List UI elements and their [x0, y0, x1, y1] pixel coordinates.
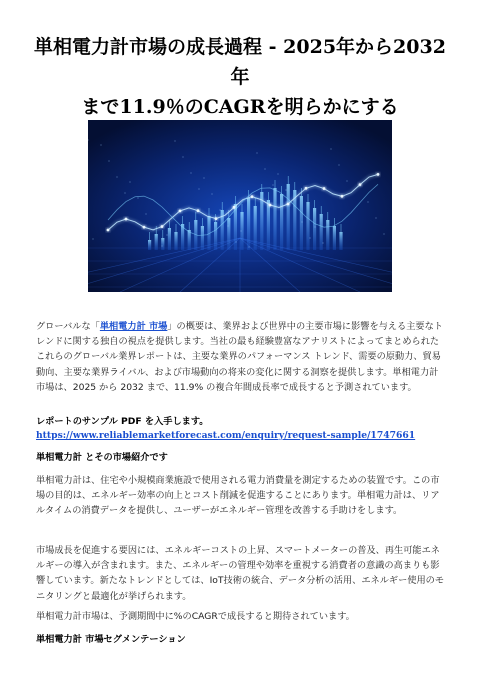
hero-dot — [179, 209, 182, 212]
hero-sparkle — [248, 246, 249, 247]
hero-chart-graphic — [88, 120, 392, 292]
hero-sparkle — [264, 168, 265, 169]
hero-dot — [215, 217, 218, 220]
hero-sparkle — [359, 185, 360, 186]
hero-bar — [273, 188, 276, 250]
hero-sparkle — [240, 230, 241, 231]
hero-dot — [341, 195, 344, 198]
intro-text-before: グローバルな「 — [36, 321, 100, 332]
hero-sparkle — [367, 201, 368, 202]
hero-sparkle — [301, 221, 302, 222]
intro-paragraph — [36, 319, 446, 395]
hero-sparkle — [219, 209, 220, 210]
hero-sparkle — [383, 233, 384, 234]
hero-dot — [161, 225, 164, 228]
hero-bar — [333, 226, 336, 250]
title-line-2: まで11.9％のCAGRを明らかにする — [81, 96, 399, 118]
page-title — [30, 32, 450, 122]
hero-sparkle — [235, 241, 236, 242]
hero-sparkle — [330, 148, 331, 149]
hero-sparkle — [116, 176, 117, 177]
hero-sparkle — [182, 156, 183, 157]
intro-text-after: 」の概要は、業界および世界中の主要市場に影響を与える主要なトレンドに関する独自の視点を提供します。当社の最も経験豊富なアナリストによってまとめられたこれらのグローバル業界レポートは、主要な業界のパフォーマンス トレンド、需要の原動力、貿易動向、主要な業界ライバル、および市場動向の将来の変化に関する洞察を提供します。単相電力計 市場は、2025 から 2032 まで、11.9% の複合年間成長率で成長すると予測されています。 — [36, 321, 443, 393]
hero-sparkle — [161, 245, 162, 246]
hero-bar — [201, 226, 204, 250]
hero-dot — [251, 195, 254, 198]
hero-sparkle — [227, 225, 228, 226]
hero-dot — [377, 173, 380, 176]
growth-paragraph: 単相電力計市場は、予測期間中に%のCAGRで成長すると期待されています。 — [36, 611, 355, 622]
hero-dot — [269, 204, 272, 207]
hero-sparkle — [137, 197, 138, 198]
market-link[interactable]: 単相電力計 市場 — [99, 321, 168, 332]
hero-sparkle — [338, 164, 339, 165]
section-heading-segmentation: 単相電力計 市場セグメンテーション — [36, 634, 186, 645]
hero-bar — [148, 240, 151, 250]
hero-bar — [155, 234, 158, 250]
hero-sparkle — [108, 160, 109, 161]
sample-heading: レポートのサンプル PDF を入手します。 — [36, 416, 209, 427]
hero-bar — [267, 200, 270, 250]
hero-sparkle — [198, 188, 199, 189]
hero-bar — [326, 220, 329, 250]
hero-sparkle — [293, 205, 294, 206]
hero-bar — [247, 198, 250, 250]
hero-sparkle — [277, 173, 278, 174]
hero-dot — [125, 218, 128, 221]
hero-bar — [313, 208, 316, 250]
hero-sparkle — [256, 152, 257, 153]
hero-bar — [320, 214, 323, 250]
hero-sparkle — [314, 226, 315, 227]
hero-bar — [306, 202, 309, 250]
hero-sparkle — [272, 184, 273, 185]
drivers-paragraph: 市場成長を促進する要因には、エネルギーコストの上昇、スマートメーターの普及、再生可能エネルギーの導入が含まれます。また、エネルギーの管理や効率を重視する消費者の意識の高まりも影響しています。新たなトレンドとしては、IoT技術の統合、データ分析の活用、エネルギー使用のモニタリングと最適化が挙げられます。 — [36, 545, 445, 602]
hero-bar — [300, 196, 303, 250]
hero-sparkle — [322, 242, 323, 243]
hero-sparkle — [346, 180, 347, 181]
hero-sparkle — [203, 177, 204, 178]
title-line-1: 単相電力計市場の成長過程 - 2025年から2032年 — [34, 36, 446, 88]
hero-sparkle — [129, 181, 130, 182]
hero-sparkle — [153, 229, 154, 230]
hero-bar — [287, 184, 290, 250]
hero-dot — [143, 226, 146, 229]
hero-sparkle — [190, 172, 191, 173]
hero-dot — [197, 209, 200, 212]
sample-request-link[interactable]: https://www.reliablemarketforecast.com/enquiry/request-sample/1747661 — [36, 430, 416, 441]
hero-sparkle — [92, 238, 93, 239]
hero-sparkle — [285, 189, 286, 190]
hero-dot — [287, 203, 290, 206]
hero-bar — [227, 218, 230, 250]
hero-dot — [107, 229, 110, 232]
hero-sparkle — [375, 217, 376, 218]
hero-image — [88, 120, 392, 292]
hero-sparkle — [174, 140, 175, 141]
hero-sparkle — [100, 144, 101, 145]
section-heading-intro: 単相電力計 とその市場紹介です — [36, 452, 168, 463]
hero-bar — [214, 222, 217, 250]
hero-dot — [233, 206, 236, 209]
hero-bar — [174, 232, 177, 250]
hero-sparkle — [166, 234, 167, 235]
hero-bar — [168, 228, 171, 250]
hero-bar — [188, 230, 191, 250]
hero-sparkle — [145, 213, 146, 214]
hero-bar — [161, 238, 164, 250]
hero-dot — [305, 187, 308, 190]
hero-sparkle — [211, 193, 212, 194]
hero-dot — [323, 187, 326, 190]
hero-bar — [280, 194, 283, 250]
hero-bar — [339, 232, 342, 250]
definition-paragraph: 単相電力計は、住宅や小規模商業施設で使用される電力消費量を測定するための装置です。この市場の目的は、エネルギー効率の向上とコスト削減を促進することにあります。単相電力計は、リアルタイムの消費データを提供し、ユーザーがエネルギー管理を改善する手助けをします。 — [36, 475, 440, 517]
hero-sparkle — [124, 192, 125, 193]
hero-bar — [254, 206, 257, 250]
hero-sparkle — [309, 237, 310, 238]
